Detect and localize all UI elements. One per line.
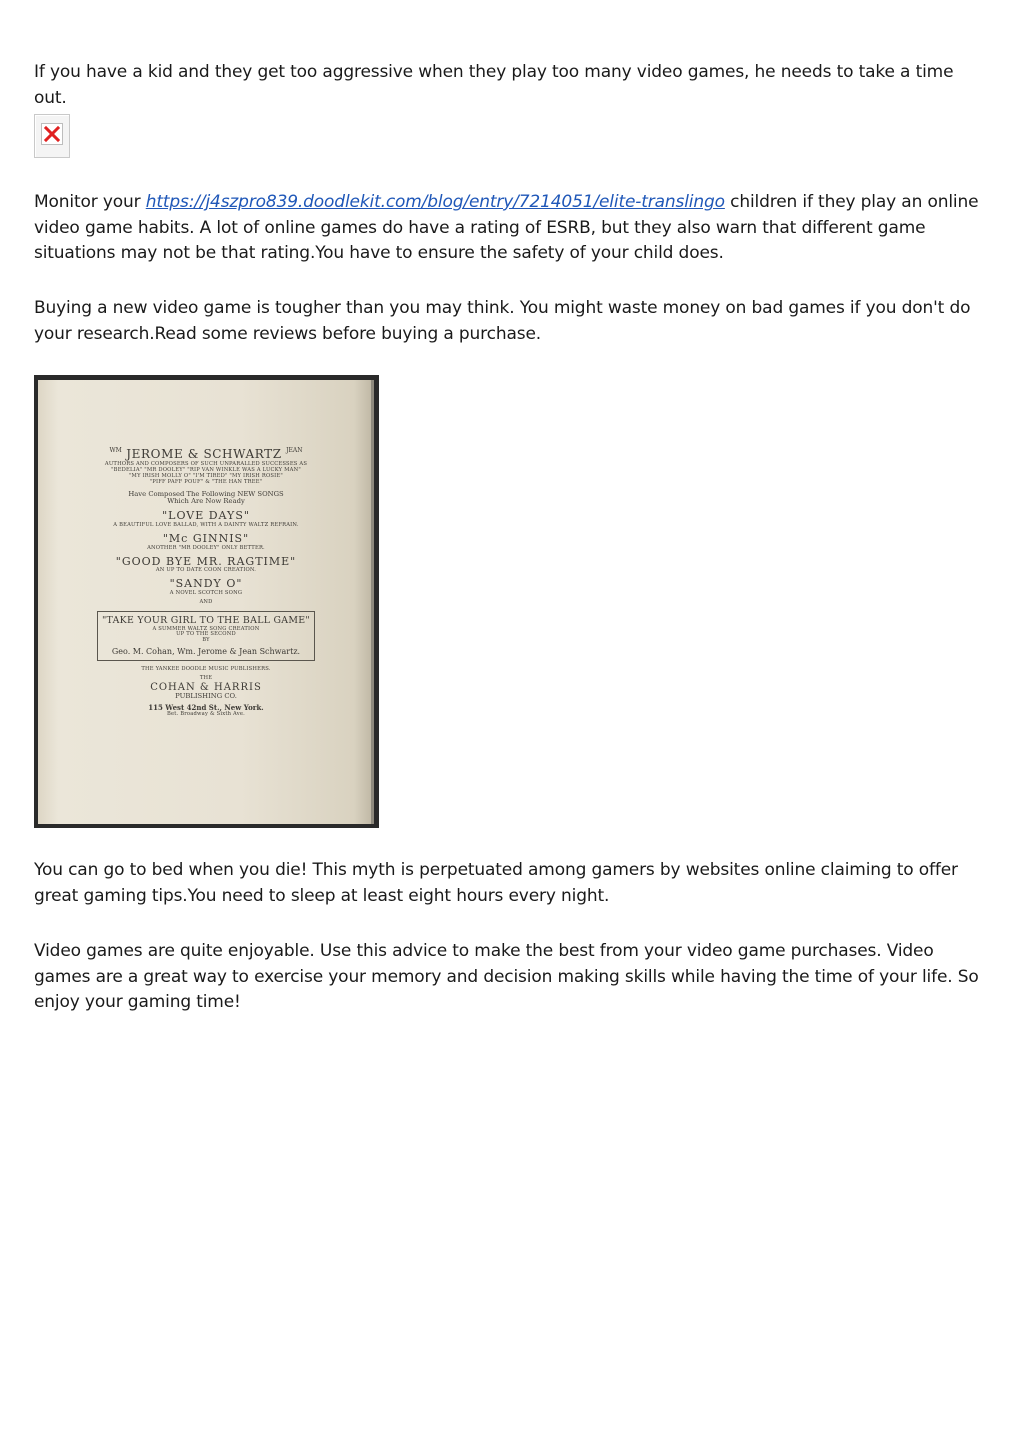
and-line: AND [199,598,213,605]
publisher-name: COHAN & HARRIS [150,681,262,693]
sheet-music-text [38,448,374,718]
paragraph-conclusion: Video games are quite enjoyable. Use this advice to make the best from your video game purchases. Video games are a great way to exercise your memory and decision making skills while having the time of your life. So enjoy your gaming time! [34,941,979,1012]
header-title: JEROME & SCHWARTZ [126,447,282,461]
paragraph-monitor-rest: children if they play an online video game habits. A lot of online games do have a rating of ESRB, but they also warn that different game situations may not be that rating.You have to ensure the safety of your child does. [34,192,979,263]
credits-line-4: "PIFF PAFF POUF" & "THE HAN TREE" [149,478,263,485]
publisher-address-sub: Bet. Broadway & Sixth Ave. [166,710,246,717]
credits-line-2: "BEDELIA" "MR DOOLEY" "RIP VAN WINKLE WAS A LUCKY MAN" [111,466,301,473]
publisher-sub: PUBLISHING CO. [175,692,237,701]
broken-image-icon [41,123,63,145]
featured-song-title: "TAKE YOUR GIRL TO THE BALL GAME" [101,614,311,626]
song-title-3: "GOOD BYE MR. RAGTIME" [115,554,297,568]
featured-song-desc-2: UP TO THE SECOND [176,631,236,638]
sheet-music-image [34,375,379,828]
song-desc-1: A BEAUTIFUL LOVE BALLAD, WITH A DAINTY WALTZ REFRAIN. [113,521,299,528]
song-title-2: "Mc GINNIS" [162,531,250,545]
paragraph-monitor [34,190,989,267]
publishers-line: THE YANKEE DOODLE MUSIC PUBLISHERS. [141,665,271,672]
publisher-address: 115 West 42nd St., New York. [148,702,264,712]
featured-song-desc-1: A SUMMER WALTZ SONG CREATION [152,625,260,632]
featured-song-by: BY [202,637,210,644]
song-desc-3: AN UP TO DATE COON CREATION. [155,567,257,574]
song-desc-4: A NOVEL SCOTCH SONG [169,589,243,596]
sheet-header [38,448,374,462]
credits-line-3: "MY IRISH MOLLY O" "I'M TIRED" "MY IRISH ROSIE" [128,472,284,479]
featured-song-box [97,611,315,661]
song-title-1: "LOVE DAYS" [162,509,250,523]
song-title-4: "SANDY O" [169,577,243,591]
featured-song-authors: Geo. M. Cohan, Wm. Jerome & Jean Schwartz. [111,647,301,657]
header-prefix: WM [109,447,122,454]
paragraph-sleep: You can go to bed when you die! This myth is perpetuated among gamers by websites online claiming to offer great gaming tips.You need to sleep at least eight hours every night. [34,860,958,906]
paragraph-time-out: If you have a kid and they get too aggressive when they play too many video games, he needs to take a time out. [34,62,954,108]
header-suffix: JEAN [286,447,303,454]
paragraph-buying: Buying a new video game is tougher than you may think. You might waste money on bad games if you don't do your research.Read some reviews before buying a purchase. [34,298,971,344]
broken-image-placeholder [34,114,70,158]
doodlekit-link[interactable]: https://j4szpro839.doodlekit.com/blog/entry/7214051/elite-translingo [145,192,725,212]
the-line: THE [199,674,213,681]
song-desc-2: ANOTHER "MR DOOLEY" ONLY BETTER. [147,544,265,551]
paragraph-monitor-lead: Monitor your [34,192,146,212]
sheet-music-page [38,380,374,824]
ready-line: Which Are Now Ready [167,497,245,506]
credits-line-1: AUTHORS AND COMPOSERS OF SUCH UNPARALLED SUCCESSES AS [104,460,308,467]
new-songs-line: Have Composed The Following NEW SONGS [128,489,284,498]
